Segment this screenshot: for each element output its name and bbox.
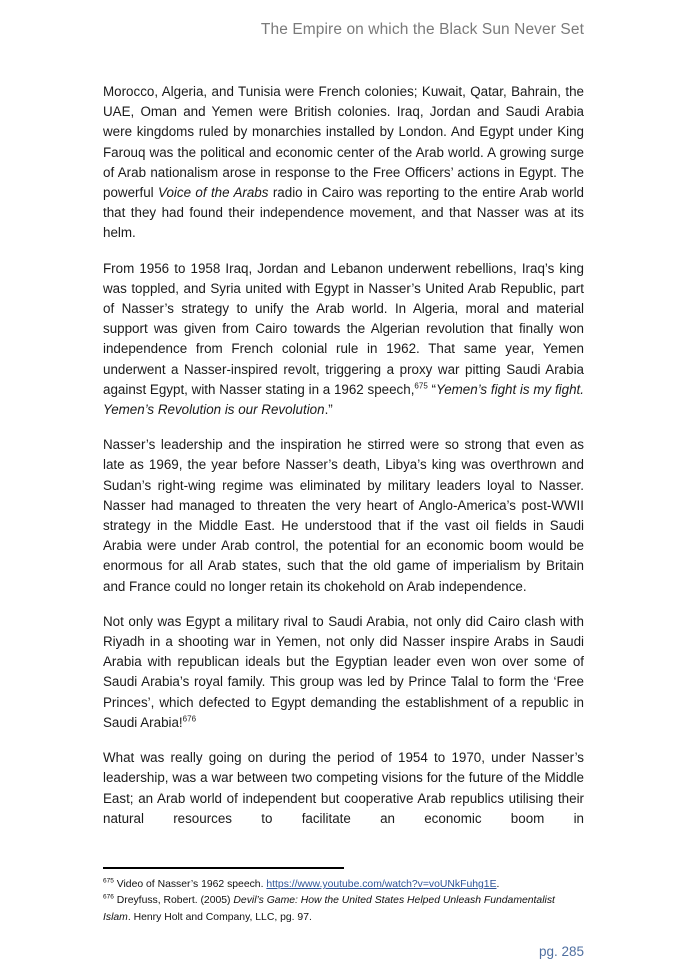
- paragraph-3: Nasser’s leadership and the inspiration he stirred were so strong that even as late as 1969, the year before Nasser’s death, Libya’s king was overthrown and Sudan’s right-wing regime was eliminated by military leaders loyal to Nasser. Nasser had managed to threaten the very heart of Anglo-America’s post-WWII strategy in the Middle East. He understood that if the vast oil fields in Saudi Arabia were under Arab control, the potential for an economic boom would be enormous for all Arab states, such that the old game of imperialism by Britain and France could no longer retain its chokehold on Arab independence.: [103, 437, 584, 594]
- page-number: pg. 285: [538, 944, 584, 959]
- footnote-ref-676[interactable]: 676: [182, 714, 197, 724]
- radio-name-emphasis: Voice of the Arabs: [158, 185, 269, 201]
- video-link[interactable]: https://www.youtube.com/watch?v=voUNkFuhg1E: [266, 879, 497, 890]
- nasser-quote: Yemen’s fight is my fight. Yemen’s Revolution is our Revolution: [103, 381, 584, 418]
- footnote-ref-675[interactable]: 675: [414, 381, 428, 391]
- running-header: The Empire on which the Black Sun Never Set: [260, 21, 584, 38]
- body-text: [103, 82, 584, 844]
- book-title: Devil’s Game: How the United States Helped Unleash Fundamentalist Islam: [103, 895, 555, 923]
- footnote-675: $^{675}$ Video of Nasser’s 1962 speech. https://www.youtube.com/watch?v=voUNkFuhg1E.: [103, 877, 500, 890]
- paragraph-2: From 1956 to 1958 Iraq, Jordan and Lebanon underwent rebellions, Iraq’s king was toppled, and Syria united with Egypt in Nasser’s United Arab Republic, part of Nasser’s strategy to unify the Arab world. In Algeria, moral and material support was given from Cairo towards the Algerian revolution that finally won independence from French colonial rule in 1962. That same year, Yemen underwent a Nasser-inspired revolt, triggering a proxy war pitting Saudi Arabia against Egypt, with Nasser stating in a 1962 speech,$^{675}$ “Yemen’s fight is my fight. Yemen’s Revolution is our Revolution.”: [103, 260, 584, 418]
- paragraph-5: What was really going on during the period of 1954 to 1970, under Nasser’s leadership, was a war between two competing visions for the future of the Middle East; an Arab world of independent but cooperative Arab republics utilising their natural resources to facilitate an economic boom in: [103, 750, 584, 826]
- footnote-number: 675: [103, 877, 114, 885]
- footnote-separator: [103, 867, 344, 869]
- footnote-number: 676: [103, 893, 114, 901]
- paragraph-1: Morocco, Algeria, and Tunisia were French colonies; Kuwait, Qatar, Bahrain, the UAE, Oman and Yemen were British colonies. Iraq, Jordan and Saudi Arabia were kingdoms ruled by monarchies installed by London. And Egypt under King Farouq was the political and economic center of the Arab world. A growing surge of Arab nationalism arose in response to the Free Officers’ actions in Egypt. The powerful Voice of the Arabs radio in Cairo was reporting to the entire Arab world that they had found their independence movement, and that Nasser was at its helm.: [103, 84, 585, 241]
- paragraph-4: Not only was Egypt a military rival to Saudi Arabia, not only did Cairo clash with Riyadh in a shooting war in Yemen, not only did Nasser inspire Arabs in Saudi Arabia with republican ideals but the Egyptian leader even won over some of Saudi Arabia’s royal family. This group was led by Prince Talal to form the ‘Free Princes’, which defected to Egypt demanding the establishment of a republic in Saudi Arabia!$^{676}$: [103, 613, 584, 730]
- footnote-676: $^{676}$ Dreyfuss, Robert. (2005) Devil’s Game: How the United States Helped Unleash Fundamentalist Islam. Henry Holt and Company, LLC, pg. 97.: [103, 893, 555, 923]
- footnotes: [103, 877, 584, 926]
